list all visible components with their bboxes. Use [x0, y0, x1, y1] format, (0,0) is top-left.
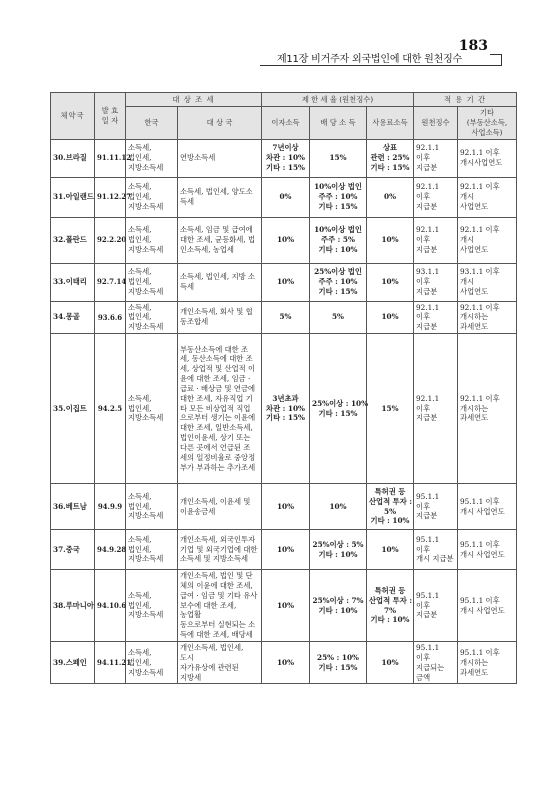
header-interest: 이자소득: [262, 107, 310, 140]
header-target-taxes: 대 상 조 세: [126, 93, 262, 107]
partner-taxes-cell: 개인소득세, 회사 및 협 동조합세: [178, 301, 262, 334]
other-income-period-cell: 93.1.1 이후 개시 사업연도: [458, 263, 517, 301]
header-rule-corner: [501, 54, 502, 65]
dividend-rate-cell: 25%이상 : 5% 기타 : 10%: [310, 530, 367, 570]
effective-date-cell: 94.9.9: [95, 484, 126, 530]
table-row: [51, 217, 517, 263]
partner-taxes-cell: 개인소득세, 법인세, 도시 자가유상에 관련된 지방세: [178, 641, 262, 683]
header-other-country: 대 상 국: [178, 107, 262, 140]
header-country: 체약국: [51, 93, 95, 140]
withholding-period-cell: 95.1.1 이후 지급분: [414, 484, 458, 530]
royalty-rate-cell: 0%: [367, 177, 414, 217]
country-cell: 30.브라질: [51, 139, 95, 177]
header-limited-rates: 제 한 세 율 (원천징수): [262, 93, 414, 107]
interest-rate-cell: 10%: [262, 484, 310, 530]
partner-taxes-cell: 개인소득세, 이윤세 및 이윤송금세: [178, 484, 262, 530]
effective-date-cell: 93.6.6: [95, 301, 126, 334]
table-row: [51, 570, 517, 642]
korea-taxes-cell: 소득세, 법인세, 지방소득세: [126, 217, 178, 263]
header-date: 발 효 일 자: [95, 93, 126, 140]
korea-taxes-cell: 소득세, 법인세, 지방소득세: [126, 177, 178, 217]
korea-taxes-cell: 소득세, 법인세, 지방소득세: [126, 484, 178, 530]
korea-taxes-cell: 소득세, 법인세, 지방소득세: [126, 570, 178, 642]
partner-taxes-cell: 개인소득세, 외국인투자 기업 및 외국기업에 대한 소득세 및 지방소득세: [178, 530, 262, 570]
table-row: [51, 641, 517, 683]
effective-date-cell: 94.10.6: [95, 570, 126, 642]
country-cell: 39.스페인: [51, 641, 95, 683]
korea-taxes-cell: 소득세, 법인세, 지방소득세: [126, 301, 178, 334]
dividend-rate-cell: 5%: [310, 301, 367, 334]
country-cell: 33.이태리: [51, 263, 95, 301]
royalty-rate-cell: 10%: [367, 301, 414, 334]
dividend-rate-cell: 25%이상 : 10% 기타 : 15%: [310, 334, 367, 484]
interest-rate-cell: 10%: [262, 217, 310, 263]
korea-taxes-cell: 소득세, 법인세, 지방소득세: [126, 139, 178, 177]
royalty-rate-cell: 상표 관련 : 25% 기타 : 15%: [367, 139, 414, 177]
country-cell: 36.베트남: [51, 484, 95, 530]
withholding-period-cell: 92.1.1 이후 지급분: [414, 301, 458, 334]
chapter-title: 제11장 비거주자 외국법인에 대한 원천징수: [276, 54, 462, 65]
royalty-rate-cell: 10%: [367, 641, 414, 683]
partner-taxes-cell: 소득세, 법인세, 지방 소 득세: [178, 263, 262, 301]
country-cell: 32.폴란드: [51, 217, 95, 263]
korea-taxes-cell: 소득세, 법인세, 지방소득세: [126, 641, 178, 683]
withholding-period-cell: 92.1.1 이후 지급분: [414, 177, 458, 217]
withholding-period-cell: 92.1.1 이후 지급분: [414, 334, 458, 484]
royalty-rate-cell: 특허권 등 산업적 투자 : 5% 기타 : 10%: [367, 484, 414, 530]
table-row: [51, 263, 517, 301]
other-income-period-cell: 95.1.1 이후 개시하는 과세연도: [458, 641, 517, 683]
table-row: [51, 301, 517, 334]
withholding-period-cell: 95.1.1 이후 개시 지급분: [414, 530, 458, 570]
table-row: [51, 139, 517, 177]
withholding-period-cell: 95.1.1 이후 지급되는 금액: [414, 641, 458, 683]
page-number: 183: [458, 38, 488, 54]
effective-date-cell: 91.12.27: [95, 177, 126, 217]
table-body: [51, 139, 517, 684]
partner-taxes-cell: 부동산소득에 대한 조 세, 동산소득에 대한 조 세, 상업적 및 산업적 이 윤에 대한 조세, 임금 · 급료 · 배상금 및 연금에 대한 조세, 자유직업 기 타 모든 비상업적 직업 으로부터 생기는 이윤에 대한 조세, 일반소득세, 법인이윤세, 상기 또는 다른 곳에서 언급된 조 세의 일정비율로 중앙정 부가 부과하는 추가조세: [178, 334, 262, 484]
header-other-income: 기타(부동산소득, 사업소득): [458, 107, 517, 140]
effective-date-cell: 92.7.14: [95, 263, 126, 301]
header-rule-tick: [490, 54, 502, 55]
page-header: [0, 38, 550, 68]
tax-treaty-table: [50, 92, 517, 684]
partner-taxes-cell: 소득세, 법인세, 양도소 득세: [178, 177, 262, 217]
withholding-period-cell: 92.1.1 이후 지급분: [414, 217, 458, 263]
other-income-period-cell: 95.1.1 이후 개시 사업연도: [458, 484, 517, 530]
korea-taxes-cell: 소득세, 법인세, 지방소득세: [126, 263, 178, 301]
other-income-period-cell: 92.1.1 이후 개시 사업연도: [458, 217, 517, 263]
other-income-period-cell: 92.1.1 이후 개시사업연도: [458, 139, 517, 177]
royalty-rate-cell: 15%: [367, 334, 414, 484]
country-cell: 35.이집트: [51, 334, 95, 484]
header-period: 적 용 기 간: [414, 93, 517, 107]
partner-taxes-cell: 소득세, 임금 및 급여에 대한 조세, 균등화세, 법 인소득세, 농업세: [178, 217, 262, 263]
interest-rate-cell: 10%: [262, 263, 310, 301]
royalty-rate-cell: 10%: [367, 217, 414, 263]
interest-rate-cell: 10%: [262, 530, 310, 570]
partner-taxes-cell: 개인소득세, 법인 및 단 체의 이윤에 대한 조세, 급여 · 임금 및 기타 유사 보수에 대한 조세, 농업활 동으로부터 실현되는 소 득에 대한 조세, 배당세: [178, 570, 262, 642]
country-cell: 34.몽골: [51, 301, 95, 334]
other-income-period-cell: 92.1.1 이후 개시하는 과세연도: [458, 301, 517, 334]
withholding-period-cell: 95.1.1 이후 지급분: [414, 570, 458, 642]
effective-date-cell: 91.11.12: [95, 139, 126, 177]
interest-rate-cell: 10%: [262, 570, 310, 642]
table-row: [51, 484, 517, 530]
other-income-period-cell: 92.1.1 이후 개시 사업연도: [458, 177, 517, 217]
header-royalty: 사용료소득: [367, 107, 414, 140]
royalty-rate-cell: 특허권 등 산업적 투자 : 7% 기타 : 10%: [367, 570, 414, 642]
country-cell: 38.루마니아: [51, 570, 95, 642]
interest-rate-cell: 5%: [262, 301, 310, 334]
header-withholding: 원천징수: [414, 107, 458, 140]
country-cell: 31.아일랜드: [51, 177, 95, 217]
dividend-rate-cell: 25%이상 : 7% 기타 : 10%: [310, 570, 367, 642]
other-income-period-cell: 95.1.1 이후 개시 사업연도: [458, 530, 517, 570]
header-rule: [260, 65, 502, 66]
header-korea: 한국: [126, 107, 178, 140]
withholding-period-cell: 93.1.1 이후 지급분: [414, 263, 458, 301]
interest-rate-cell: 10%: [262, 641, 310, 683]
other-income-period-cell: 95.1.1 이후 개시 사업연도: [458, 570, 517, 642]
effective-date-cell: 94.2.5: [95, 334, 126, 484]
withholding-period-cell: 92.1.1 이후 지급분: [414, 139, 458, 177]
dividend-rate-cell: 25%이상 법인 주주 : 10% 기타 : 15%: [310, 263, 367, 301]
dividend-rate-cell: 25% : 10% 기타 : 15%: [310, 641, 367, 683]
interest-rate-cell: 7년이상 차관 : 10% 기타 : 15%: [262, 139, 310, 177]
royalty-rate-cell: 10%: [367, 530, 414, 570]
korea-taxes-cell: 소득세, 법인세, 지방소득세: [126, 530, 178, 570]
country-cell: 37.중국: [51, 530, 95, 570]
interest-rate-cell: 0%: [262, 177, 310, 217]
royalty-rate-cell: 10%: [367, 263, 414, 301]
interest-rate-cell: 3년초과 차관 : 10% 기타 : 15%: [262, 334, 310, 484]
dividend-rate-cell: 10%이상 법인 주주 : 5% 기타 : 10%: [310, 217, 367, 263]
effective-date-cell: 94.9.28: [95, 530, 126, 570]
effective-date-cell: 92.2.20: [95, 217, 126, 263]
table-row: [51, 530, 517, 570]
dividend-rate-cell: 15%: [310, 139, 367, 177]
partner-taxes-cell: 연방소득세: [178, 139, 262, 177]
other-income-period-cell: 92.1.1 이후 개시하는 과세연도: [458, 334, 517, 484]
dividend-rate-cell: 10%: [310, 484, 367, 530]
table-row: [51, 177, 517, 217]
effective-date-cell: 94.11.21: [95, 641, 126, 683]
dividend-rate-cell: 10%이상 법인 주주 : 10% 기타 : 15%: [310, 177, 367, 217]
korea-taxes-cell: 소득세, 법인세, 지방소득세: [126, 334, 178, 484]
table-row: [51, 334, 517, 484]
header-dividend: 배 당 소 득: [310, 107, 367, 140]
